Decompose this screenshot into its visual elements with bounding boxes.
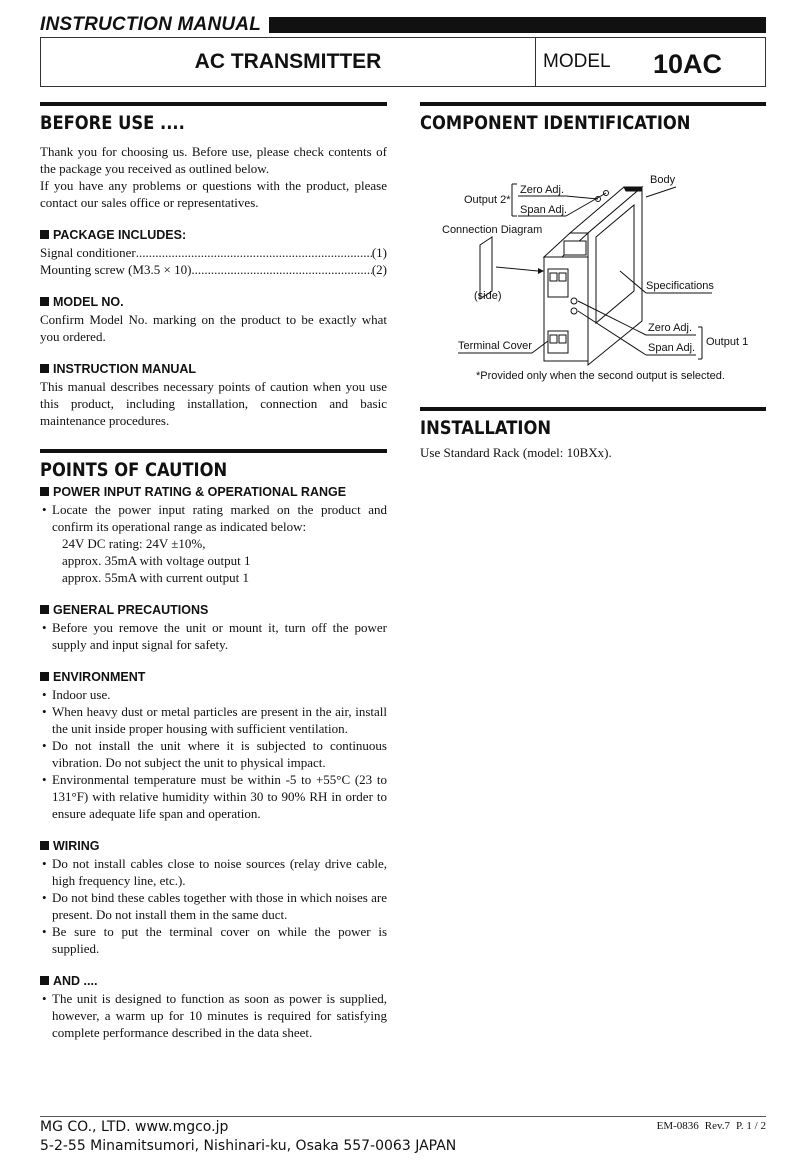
page-number: P. 1 / 2 <box>736 1120 766 1132</box>
model-value: 10AC <box>653 49 723 79</box>
span-adj-top-label: Span Adj. <box>520 204 568 216</box>
manual-label: INSTRUCTION MANUAL <box>40 14 262 35</box>
component-note: *Provided only when the second output is selected. <box>476 370 725 382</box>
title-divider <box>535 38 536 86</box>
square-bullet-icon <box>40 976 49 985</box>
footer-rule <box>40 1116 766 1117</box>
terminal-cover-label: Terminal Cover <box>458 340 532 352</box>
environment-heading: ENVIRONMENT <box>40 669 387 686</box>
caution-heading: POINTS OF CAUTION <box>40 459 228 481</box>
output1-label: Output 1 <box>706 336 749 348</box>
doc-number: EM-0836 <box>656 1120 699 1132</box>
before-use-intro: Thank you for choosing us. Before use, please check contents of the package you received as outlined below. <box>40 144 387 176</box>
model-no-text: Confirm Model No. marking on the product to be exactly what you ordered. <box>40 312 387 344</box>
power-heading: POWER INPUT RATING & OPERATIONAL RANGE <box>40 484 387 501</box>
footer-company: MG CO., LTD. www.mgco.jp <box>40 1119 229 1135</box>
general-bullet: • Before you remove the unit or mount it, turn off the power supply and input signal for safety. <box>40 619 387 653</box>
document-title: AC TRANSMITTER <box>194 50 382 73</box>
instruction-manual-text: This manual describes necessary points of caution when you use this product, including installation, connection and basic maintenance procedures. <box>40 379 387 428</box>
section-rule <box>420 102 766 106</box>
revision: Rev.7 <box>704 1120 731 1132</box>
section-rule <box>420 407 766 411</box>
leader-line <box>496 267 538 271</box>
before-use-contact: If you have any problems or questions with the product, please contact our sales office or representatives. <box>40 178 387 210</box>
right-column <box>420 102 766 461</box>
left-column <box>40 102 387 1041</box>
environment-bullet: • When heavy dust or metal particles are present in the air, install the unit inside proper housing with sufficient ventilation. <box>40 703 387 737</box>
power-rating: 24V DC rating: 24V ±10%, <box>62 536 206 551</box>
wiring-bullet: • Do not install cables close to noise sources (relay drive cable, high frequency line, etc.). <box>40 855 387 889</box>
package-item: Signal conditioner ..... (1) <box>40 244 387 261</box>
model-label: MODEL <box>543 51 611 72</box>
environment-bullet: • Indoor use. <box>40 686 387 703</box>
section-rule <box>40 449 387 453</box>
span-adj-bottom-label: Span Adj. <box>648 342 696 354</box>
square-bullet-icon <box>40 230 49 239</box>
instruction-manual-heading: INSTRUCTION MANUAL <box>40 361 387 378</box>
footer-address: 5-2-55 Minamitsumori, Nishinari-ku, Osaka 557-0063 JAPAN <box>40 1138 457 1154</box>
and-heading: AND .... <box>40 973 387 990</box>
side-label: (side) <box>474 290 502 302</box>
installation-heading: INSTALLATION <box>420 417 552 439</box>
power-voltage-output: approx. 35mA with voltage output 1 <box>62 553 251 568</box>
body-label: Body <box>650 174 676 186</box>
component-diagram <box>420 141 766 367</box>
wiring-heading: WIRING <box>40 838 387 855</box>
installation-text: Use Standard Rack (model: 10BXx). <box>420 445 612 460</box>
connection-diagram-label: Connection Diagram <box>442 224 543 236</box>
environment-bullet: • Do not install the unit where it is subjected to continuous vibration. Do not subject the unit to physical impact. <box>40 737 387 771</box>
component-heading: COMPONENT IDENTIFICATION <box>420 112 691 134</box>
power-bullet: • Locate the power input rating marked on the product and confirm its operational range as indicated below: <box>40 501 387 535</box>
package-heading: PACKAGE INCLUDES: <box>40 227 387 244</box>
output2-label: Output 2* <box>464 194 511 206</box>
square-bullet-icon <box>40 841 49 850</box>
zero-adj-top-label: Zero Adj. <box>520 184 565 196</box>
square-bullet-icon <box>40 605 49 614</box>
environment-bullet: • Environmental temperature must be within -5 to +55°C (23 to 131°F) with relative humidity within 30 to 90% RH in order to ensure adequate life span and operation. <box>40 771 387 822</box>
square-bullet-icon <box>40 487 49 496</box>
square-bullet-icon <box>40 364 49 373</box>
before-use-heading: BEFORE USE .... <box>40 112 185 134</box>
zero-adj-bottom-label: Zero Adj. <box>648 322 693 334</box>
model-no-heading: MODEL NO. <box>40 294 387 311</box>
package-item: Mounting screw (M3.5 × 10) ..... (2) <box>40 261 387 278</box>
specifications-label: Specifications <box>646 280 714 292</box>
wiring-bullet: • Do not bind these cables together with those in which noises are present. Do not install them in the same duct. <box>40 889 387 923</box>
title-box <box>40 37 766 87</box>
square-bullet-icon <box>40 297 49 306</box>
header-bar <box>269 17 766 33</box>
wiring-bullet: • Be sure to put the terminal cover on while the power is supplied. <box>40 923 387 957</box>
footer-doc-info <box>651 1119 766 1133</box>
and-bullet: • The unit is designed to function as soon as power is supplied, however, a warm up for 10 minutes is required for satisfying complete performance described in the data sheet. <box>40 990 387 1041</box>
general-heading: GENERAL PRECAUTIONS <box>40 602 387 619</box>
power-current-output: approx. 55mA with current output 1 <box>62 570 250 585</box>
section-rule <box>40 102 387 106</box>
arrow-icon <box>538 268 544 274</box>
square-bullet-icon <box>40 672 49 681</box>
